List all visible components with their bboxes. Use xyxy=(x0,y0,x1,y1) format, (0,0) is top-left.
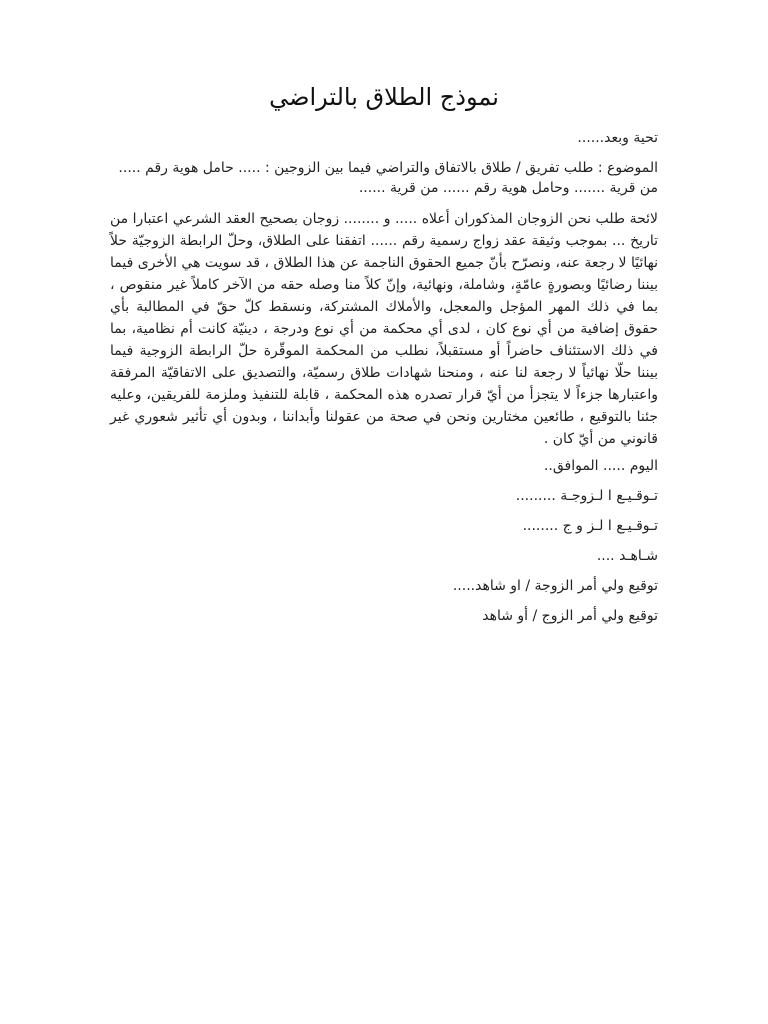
subject-paragraph: الموضوع : طلب تفريق / طلاق بالاتفاق والتراضي فيما بين الزوجين : ..... حامل هوية رقم ..... من قرية ....... وحامل هوية رقم ...... من قرية ...... xyxy=(118,160,658,196)
husband-guardian-signature-line: توقيع ولي أمر الزوج / أو شاهد xyxy=(482,608,658,624)
wife-signature-line: تـوقـيـع ا لـزوجـة ......... xyxy=(515,488,658,504)
witness-line: شـاهـد .... xyxy=(596,548,658,564)
document-page xyxy=(110,80,658,636)
wife-guardian-signature-line: توقيع ولي أمر الزوجة / او شاهد..... xyxy=(452,578,658,594)
date-line: اليوم ..... الموافق.. xyxy=(543,458,658,474)
husband-signature-line: تـوقـيـع ا لـز و ج ........ xyxy=(522,518,658,534)
page-title: نموذج الطلاق بالتراضي xyxy=(269,83,499,111)
body-paragraph: لائحة طلب نحن الزوجان المذكوران أعلاه ..... و ........ زوجان بصحيح العقد الشرعي اعتبارا من تاريخ ... بموجب وثيقة عقد زواج رسمية رقم ...... اتفقنا على الطلاق، وحلّ الرابطة الزوجيّة حلاً نهائيًا لا رجعة عنه، ونصرّح بأنّ جميع الحقوق الناجمة عن هذا الطلاق ، قد سويت هي الأخرى فيما بيننا رضائيًا وبصورةٍ عامّةٍ، وشاملة، ونهائية، وإنّ كلاً منا وصله حقه من الآخر كاملاً غير منقوص ، بما في ذلك المهر المؤجل والمعجل، والأملاك المشتركة، ونسقط كلّ حقّ في المطالبة بأي حقوق إضافية من أي نوع كان ، لدى أي محكمة من أي نوع ودرجة ، دينيّة كانت أم نظامية، بما في ذلك الاستئناف حاضراً أو مستقبلاً، نطلب من المحكمة الموقّرة حلّ الرابطة الزوجية فيما بيننا حلّا نهائياً لا رجعة لنا عنه ، ومنحنا شهادات طلاق رسميّة، والتصديق على الاتفاقيّة المرفقة واعتبارها جزءاً لا يتجزأ من أيّ قرار تصدره هذه المحكمة ، قابلة للتنفيذ وملزمة للفريقين، وعليه جئنا بالتوقيع ، طائعين مختارين ونحن في صحة من عقولنا وأبداننا ، وبدون أي تأثير شعوري غير قانوني من أيّ كان . xyxy=(110,211,658,447)
greeting-line: تحية وبعد...... xyxy=(577,130,658,146)
